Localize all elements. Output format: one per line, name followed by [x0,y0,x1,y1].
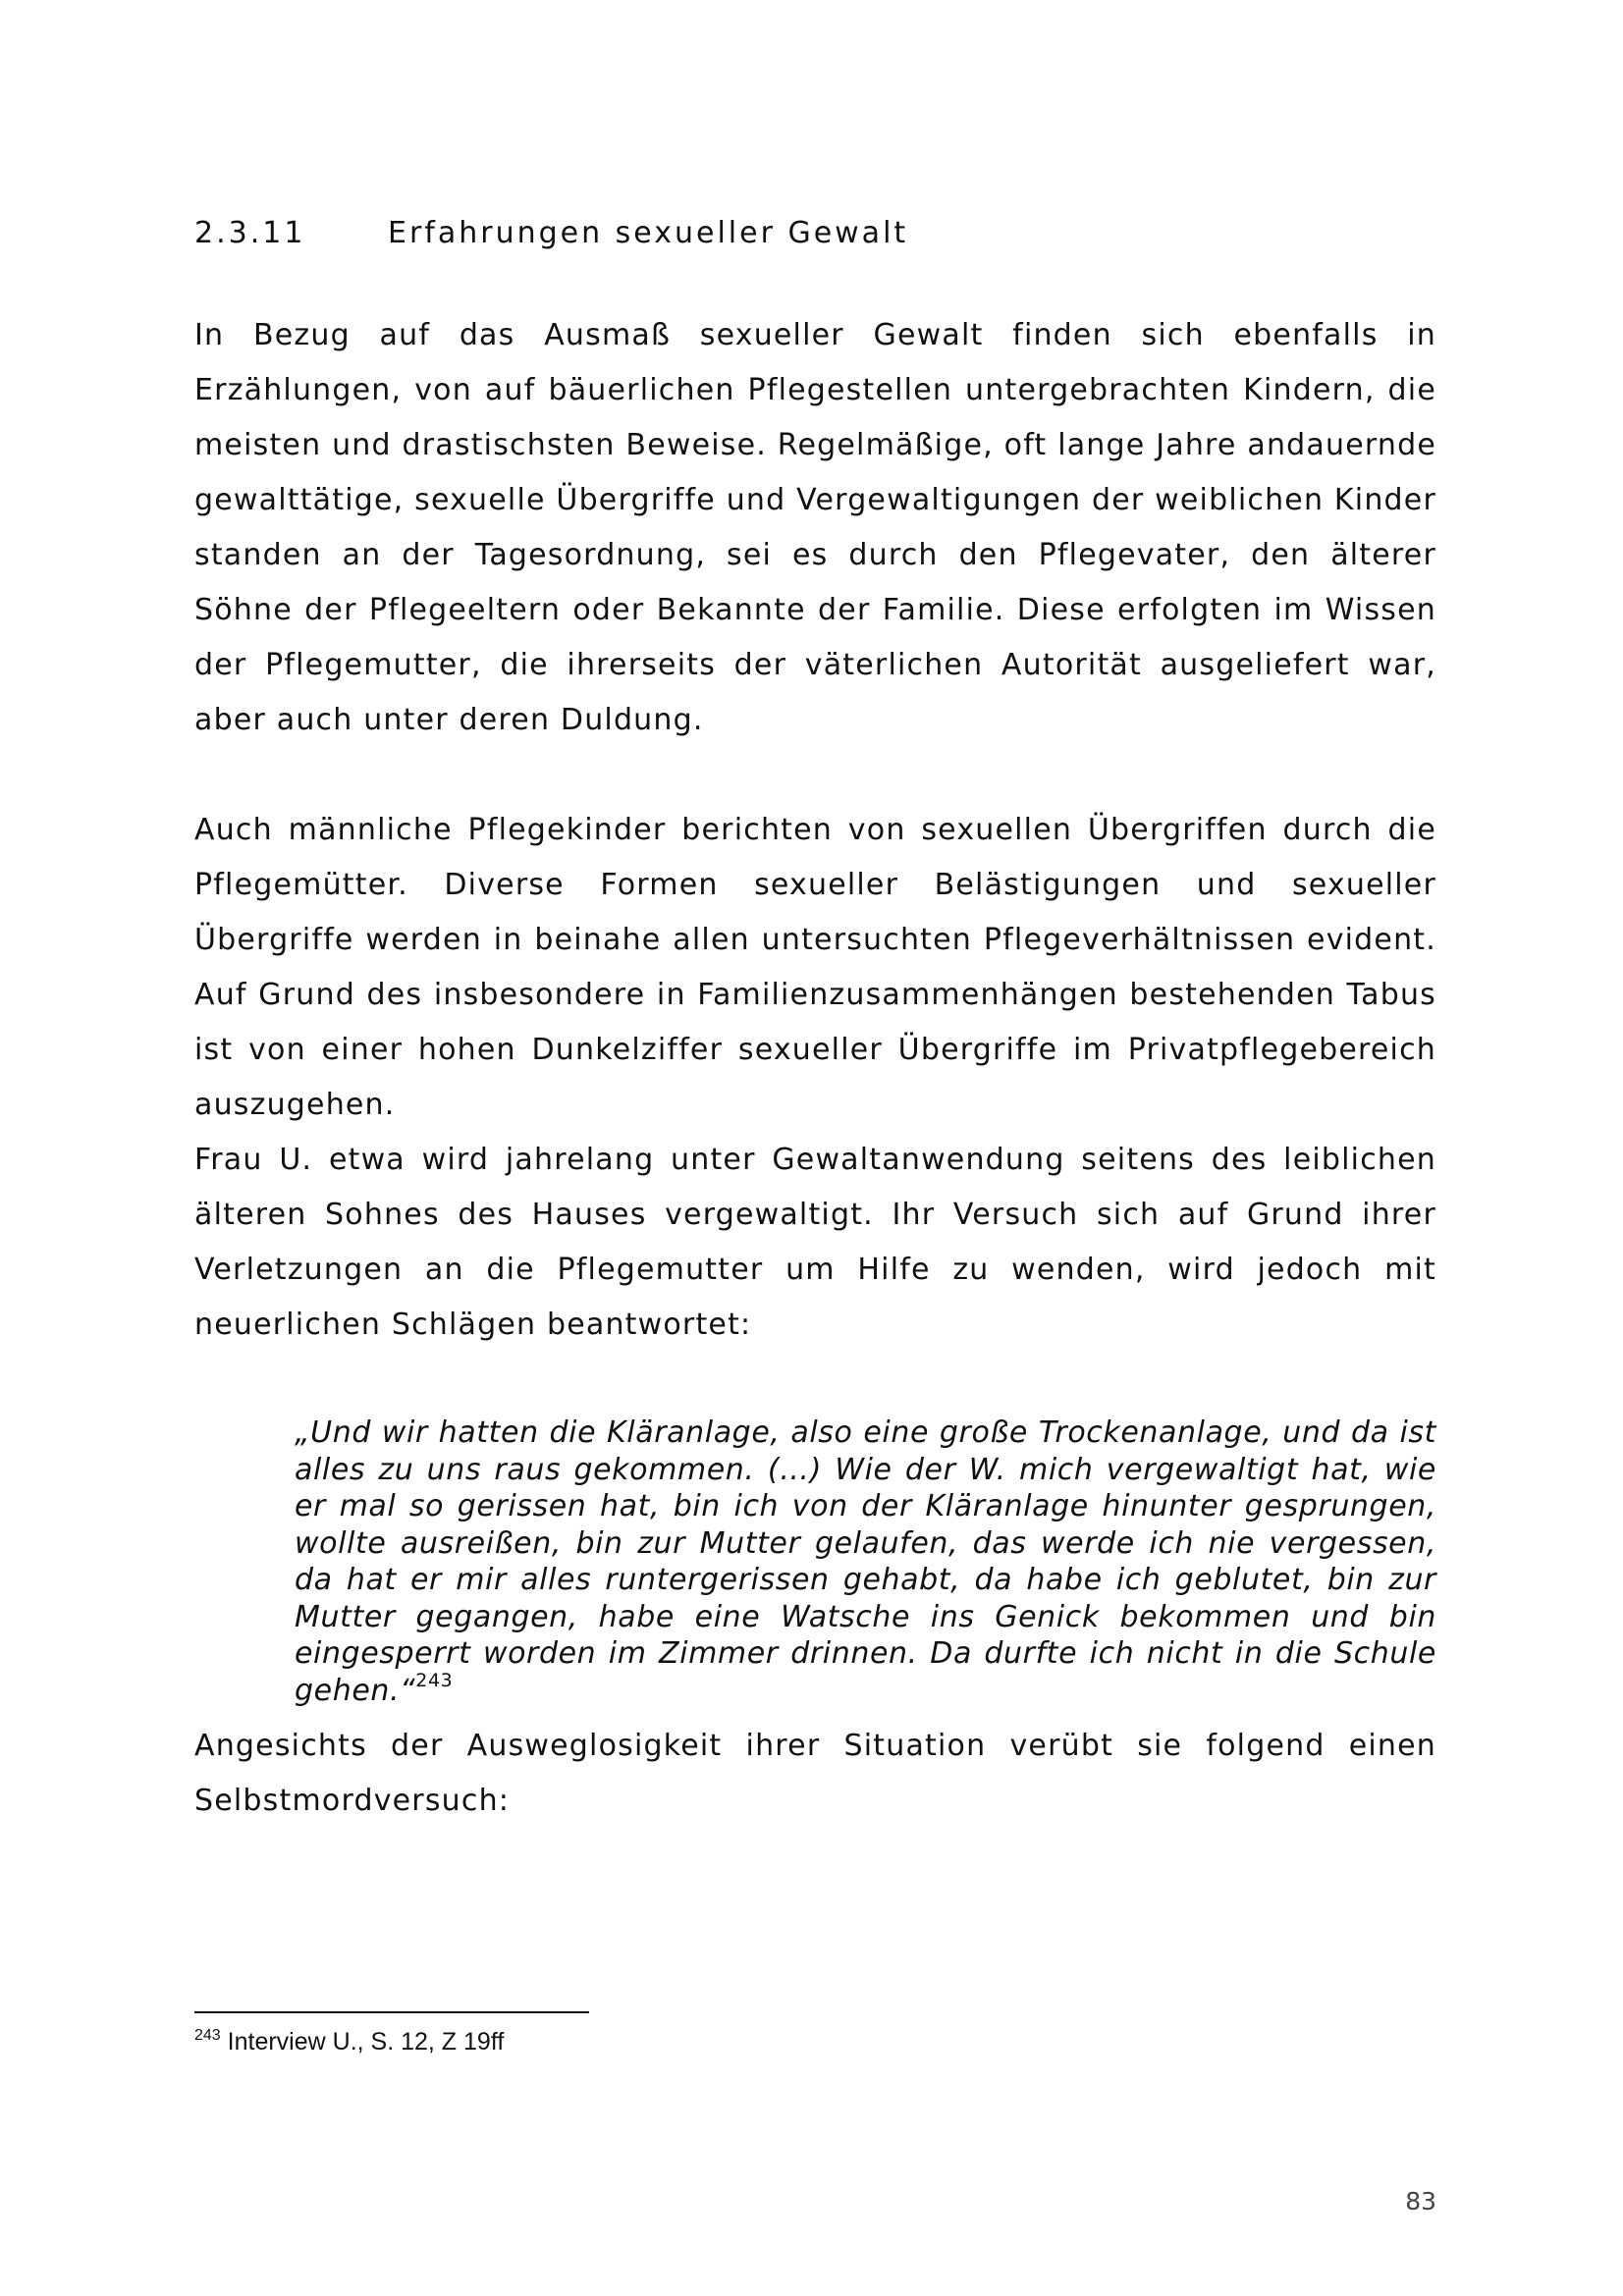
interview-quote [295,1415,1436,1709]
footnote-divider [194,2011,589,2013]
section-heading [194,214,908,253]
body-paragraph: Auch männliche Pflegekinder berichten von sexuellen Übergriffen durch die Pflegemütter. Diverse Formen sexueller Belästigungen und sexueller Übergriffe werden in beinahe allen untersuchten Pflegeverhältnissen evident. Auf Grund des insbesondere in Familienzusammenhängen bestehenden Tabus ist von einer hohen Dunkelziffer sexueller Übergriffe im Privatpflegebereich auszugehen. [194,813,1436,1122]
section-number: 2.3.11 [194,216,306,250]
body-paragraph: Angesichts der Ausweglosigkeit ihrer Situation verübt sie folgend einen Selbstmordversuch: [194,1729,1436,1818]
footnote [194,2025,504,2058]
footnote-reference[interactable]: 243 [415,1669,454,1691]
section-title: Erfahrungen sexueller Gewalt [388,216,909,250]
footnote-text: Interview U., S. 12, Z 19ff [227,2028,505,2056]
footnote-number: 243 [194,2027,221,2044]
quote-text: „Und wir hatten die Kläranlage, also eine große Trockenanlage, und da ist alles zu uns raus gekommen. (…) Wie der W. mich vergewaltigt hat, wie er mal so gerissen hat, bin ich von der Kläranlage hinunter gesprungen, wollte ausreißen, bin zur Mutter gelaufen, das werde ich nie vergessen, da hat er mir alles runtergerissen gehabt, da habe ich geblutet, bin zur Mutter gegangen, habe eine Watsche ins Genick bekommen und bin eingesperrt worden im Zimmer drinnen. Da durfte ich nicht in die Schule gehen.“ [295,1415,1436,1708]
body-paragraph: In Bezug auf das Ausmaß sexueller Gewalt finden sich ebenfalls in Erzählungen, von auf bäuerlichen Pflegestellen untergebrachten Kindern, die meisten und drastischsten Beweise. Regelmäßige, oft lange Jahre andauernde gewalttätige, sexuelle Übergriffe und Vergewaltigungen der weiblichen Kinder standen an der Tagesordnung, sei es durch den Pflegevater, den älterer Söhne der Pflegeeltern oder Bekannte der Familie. Diese erfolgten im Wissen der Pflegemutter, die ihrerseits der väterlichen Autorität ausgeliefert war, aber auch unter deren Duldung. [194,318,1436,737]
page-number: 83 [1405,2187,1436,2216]
body-paragraph: Frau U. etwa wird jahrelang unter Gewaltanwendung seitens des leiblichen älteren Sohnes des Hauses vergewaltigt. Ihr Versuch sich auf Grund ihrer Verletzungen an die Pflegemutter um Hilfe zu wenden, wird jedoch mit neuerlichen Schlägen beantwortet: [194,1143,1436,1342]
